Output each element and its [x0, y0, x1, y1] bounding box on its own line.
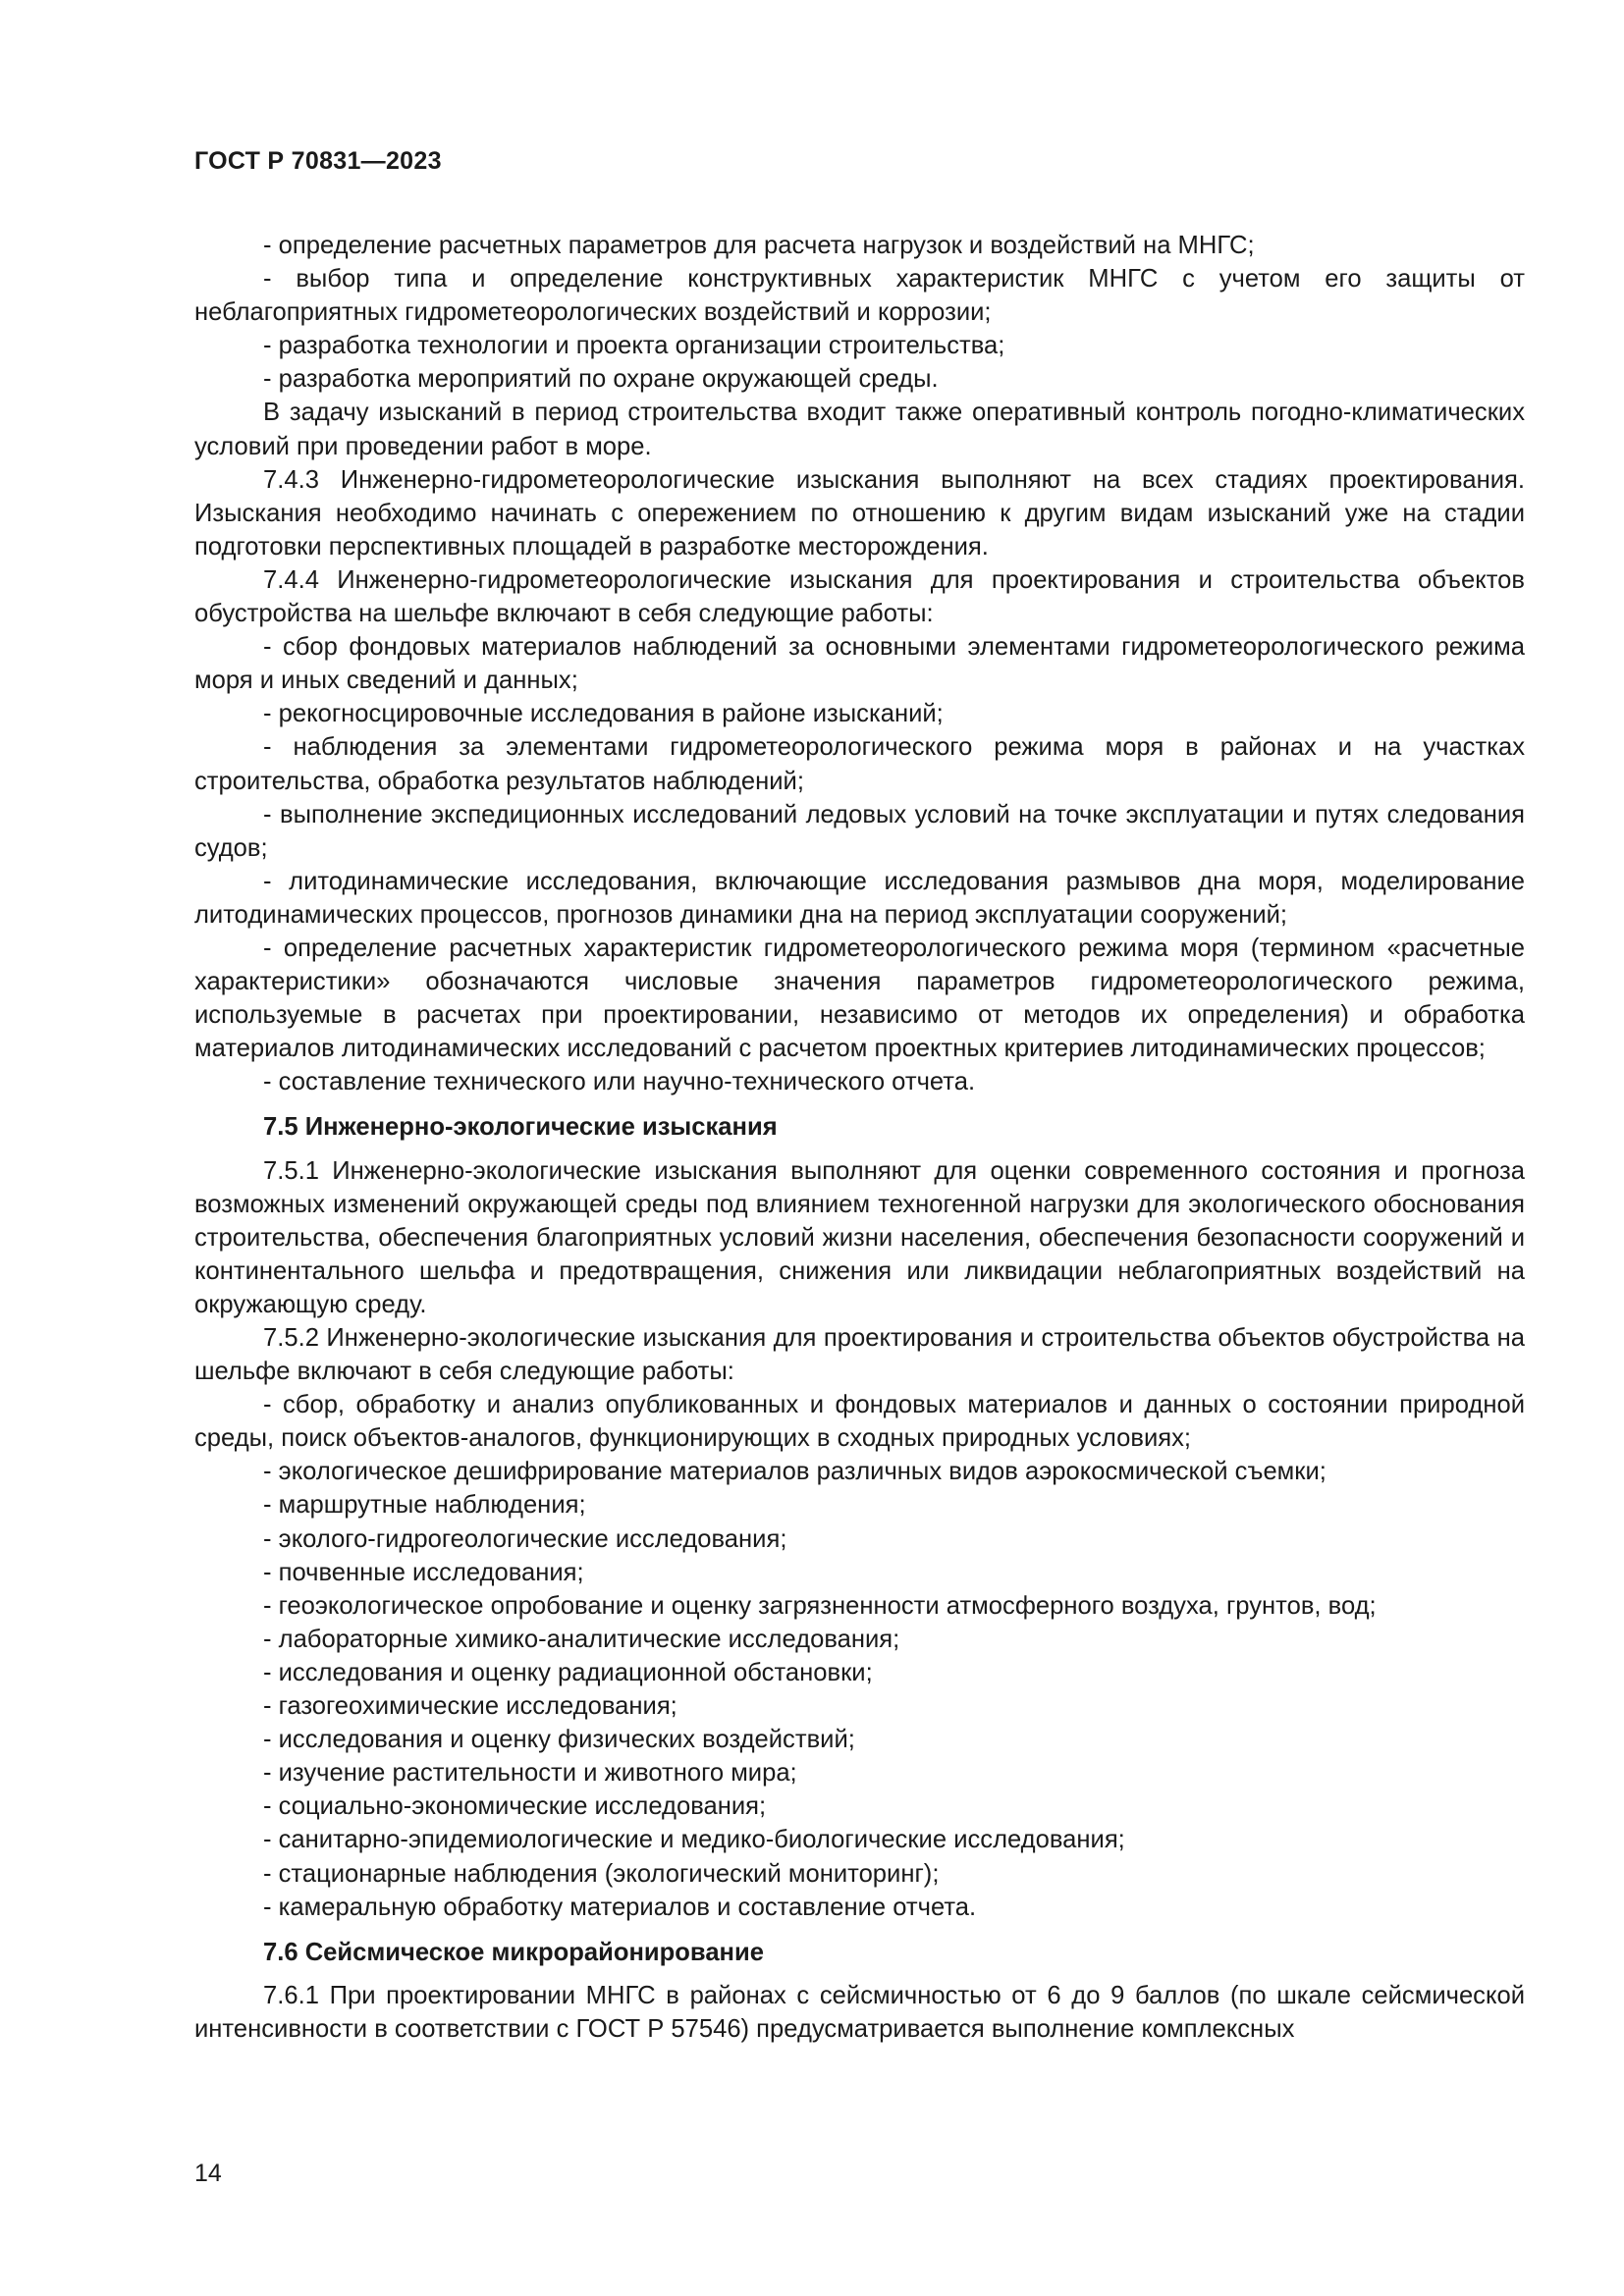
paragraph: 7.4.4 Инженерно-гидрометеорологические изыскания для проектирования и строительства объектов обустройства на шельфе включают в себя следующие работы: — [194, 565, 1525, 628]
paragraph: - сбор, обработку и анализ опубликованных и фондовых материалов и данных о состоянии природной среды, поиск объектов-аналогов, функционирующих в сходных природных условиях; — [194, 1391, 1525, 1453]
paragraph: - определение расчетных параметров для расчета нагрузок и воздействий на МНГС; — [263, 232, 1255, 259]
paragraph: - сбор фондовых материалов наблюдений за основными элементами гидрометеорологического режима моря и иных сведений и данных; — [194, 633, 1525, 695]
paragraph: 7.4.3 Инженерно-гидрометеорологические изыскания выполняют на всех стадиях проектирования. Изыскания необходимо начинать с опережением по отношению к другим видам изысканий уже на стадии подготовки перспективных площадей в разработке месторождения. — [194, 465, 1525, 561]
paragraph: - экологическое дешифрирование материалов различных видов аэрокосмической съемки; — [263, 1458, 1326, 1486]
document-code: ГОСТ Р 70831—2023 — [194, 147, 442, 175]
section-heading-7-6: 7.6 Сейсмическое микрорайонирование — [263, 1938, 764, 1966]
paragraph: - лабораторные химико-аналитические исследования; — [263, 1625, 900, 1653]
paragraph: - составление технического или научно-технического отчета. — [263, 1068, 976, 1096]
paragraph: - определение расчетных характеристик гидрометеорологического режима моря (термином «расчетные характеристики» обозначаются числовые значения параметров гидрометеорологического режима, используемые в расчетах при проектировании, независимо от методов их определения) и обработка материалов литодинамических исследований с расчетом проектных критериев литодинамических процессов; — [194, 934, 1525, 1063]
document-body — [194, 229, 1525, 2046]
paragraph: - разработка мероприятий по охране окружающей среды. — [263, 365, 939, 394]
paragraph: - литодинамические исследования, включающие исследования размывов дна моря, моделирование литодинамических процессов, прогнозов динамики дна на период эксплуатации сооружений; — [194, 867, 1525, 929]
paragraph: - маршрутные наблюдения; — [263, 1491, 586, 1520]
paragraph: - изучение растительности и животного мира; — [263, 1759, 797, 1788]
section-heading-7-5: 7.5 Инженерно-экологические изыскания — [263, 1113, 778, 1142]
paragraph: - газогеохимические исследования; — [263, 1692, 677, 1721]
paragraph: - санитарно-эпидемиологические и медико-биологические исследования; — [263, 1826, 1125, 1854]
paragraph: - геоэкологическое опробование и оценку загрязненности атмосферного воздуха, грунтов, вод; — [263, 1591, 1377, 1620]
page-number: 14 — [194, 2160, 222, 2187]
paragraph: В задачу изысканий в период строительства входит также оперативный контроль погодно-климатических условий при проведении работ в море. — [194, 399, 1525, 460]
paragraph: - наблюдения за элементами гидрометеорологического режима моря в районах и на участках строительства, обработка результатов наблюдений; — [194, 733, 1525, 795]
paragraph: - исследования и оценку радиационной обстановки; — [263, 1658, 873, 1686]
paragraph: - исследования и оценку физических воздействий; — [263, 1726, 855, 1754]
paragraph: - рекогносцировочные исследования в районе изысканий; — [263, 700, 944, 728]
paragraph: - социально-экономические исследования; — [263, 1792, 767, 1821]
paragraph: - выбор типа и определение конструктивных характеристик МНГС с учетом его защиты от неблагоприятных гидрометеорологических воздействий и коррозии; — [194, 265, 1525, 327]
paragraph: - стационарные наблюдения (экологический мониторинг); — [263, 1859, 940, 1888]
paragraph: - эколого-гидрогеологические исследования; — [263, 1524, 787, 1553]
paragraph: - выполнение экспедиционных исследований ледовых условий на точке эксплуатации и путях следования судов; — [194, 800, 1525, 862]
paragraph: - разработка технологии и проекта организации строительства; — [263, 332, 1005, 360]
paragraph: 7.6.1 При проектировании МНГС в районах с сейсмичностью от 6 до 9 баллов (по шкале сейсмической интенсивности в соответствии с ГОСТ Р 57546) предусматривается выполнение комплексных — [194, 1981, 1525, 2043]
paragraph: - почвенные исследования; — [263, 1558, 584, 1586]
paragraph: 7.5.2 Инженерно-экологические изыскания для проектирования и строительства объектов обустройства на шельфе включают в себя следующие работы: — [194, 1324, 1525, 1386]
paragraph: - камеральную обработку материалов и составление отчета. — [263, 1893, 977, 1921]
paragraph: 7.5.1 Инженерно-экологические изыскания выполняют для оценки современного состояния и прогноза возможных изменений окружающей среды под влиянием техногенной нагрузки для экологического обоснования строительства, обеспечения благоприятных условий жизни населения, обеспечения безопасности сооружений и континентального шельфа и предотвращения, снижения или ликвидации неблагоприятных воздействий на окружающую среду. — [194, 1156, 1525, 1318]
